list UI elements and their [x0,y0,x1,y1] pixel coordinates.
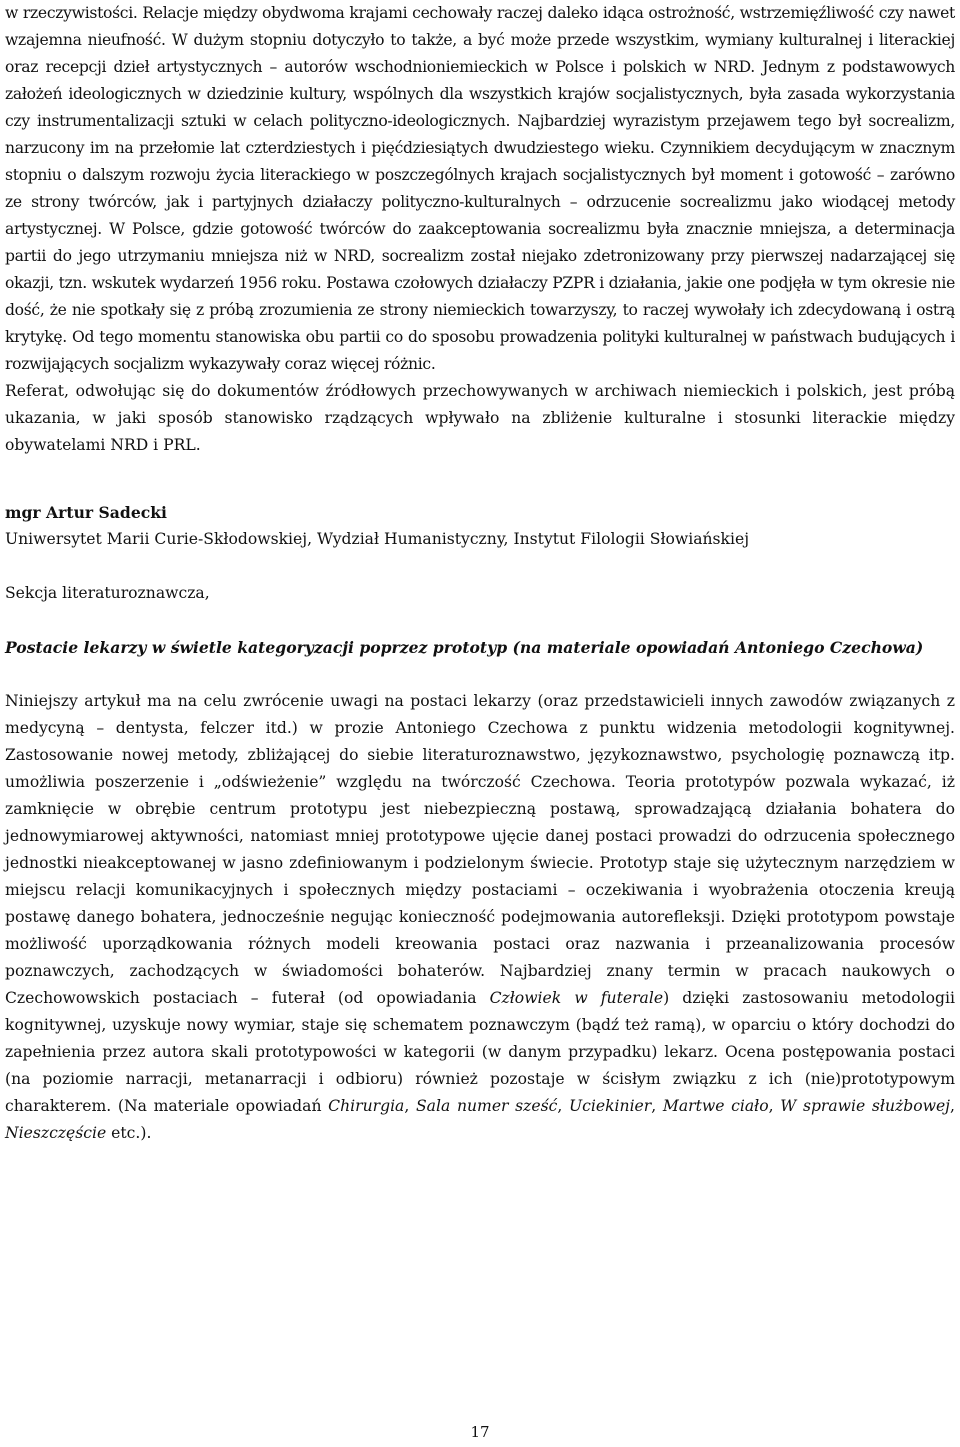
document-page [5,0,955,1147]
work-title: Sala numer sześć [416,1097,558,1115]
page-number: 17 [470,1423,490,1441]
abstract-part-1: Niniejszy artykuł ma na celu zwrócenie uwagi na postaci lekarzy (oraz przedstawicieli innych zawodów związanych z medycyną – dentysta, felczer itd.) w prozie Antoniego Czechowa z punktu widzenia metodologii kognitywnej. Zastosowanie nowej metody, zbliżającej do siebie literaturoznawstwo, językoznawstwo, psychologię poznawczą itp. umożliwia poszerzenie i „odświeżenie” względu na twórczość Czechowa. Teoria prototypów pozwala wykazać, iż zamknięcie w obrębie centrum prototypu jest niebezpieczną postawą, sprowadzającą działania bohatera do jednowymiarowej aktywności, natomiast mniej prototypowe ujęcie danej postaci prowadzi do odrzucenia społecznego jednostki nieakceptowanej w jasno zdefiniowanym i podzielonym świecie. Prototyp staje się użytecznym narzędziem w miejscu relacji komunikacyjnych i społecznych między postaciami – oczekiwania i wyobrażenia otoczenia kreują postawę danego bohatera, jednocześnie negując konieczność podejmowania autorefleksji. Dzięki prototypom powstaje możliwość uporządkowania różnych modeli kreowania postaci oraz nazwania i przeanalizowania procesów poznawczych, zachodzących w świadomości bohaterów. Najbardziej znany termin w pracach naukowych o Czechowowskich postaciach – futerał (od opowiadania [5,692,955,1007]
author-name: mgr Artur Sadecki [5,503,167,522]
abstract-part-2: ) dzięki zastosowaniu metodologii kognitywnej, uzyskuje nowy wymiar, staje się schematem poznawczym (bądź też ramą), w oparciu o który dochodzi do zapełnienia przez autora skali prototypowości w kategorii (w danym przypadku) lekarz. Ocena postępowania postaci (na poziomie narracji, metanarracji i odbioru) również pozostaje w ścisłym związku z ich (nie)prototypowym charakterem. (Na materiale opowiadań [5,989,955,1115]
work-title: Martwe ciało [662,1097,769,1115]
work-title: Człowiek w futerale [489,989,664,1007]
abstract-paragraph: Niniejszy artykuł ma na celu zwrócenie uwagi na postaci lekarzy (oraz przedstawicieli innych zawodów związanych z medycyną – dentysta, felczer itd.) w prozie Antoniego Czechowa z punktu widzenia metodologii kognitywnej. Zastosowanie nowej metody, zbliżającej do siebie literaturoznawstwo, językoznawstwo, psychologię poznawczą itp. umożliwia poszerzenie i „odświeżenie” względu na twórczość Czechowa. Teoria prototypów pozwala wykazać, iż zamknięcie w obrębie centrum prototypu jest niebezpieczną postawą, sprowadzającą działania bohatera do jednowymiarowej aktywności, natomiast mniej prototypowe ujęcie danej postaci prowadzi do odrzucenia społecznego jednostki nieakceptowanej w jasno zdefiniowanym i podzielonym świecie. Prototyp staje się użytecznym narzędziem w miejscu relacji komunikacyjnych i społecznych między postaciami – oczekiwania i wyobrażenia otoczenia kreują postawę danego bohatera, jednocześnie negując konieczność podejmowania autorefleksji. Dzięki prototypom powstaje możliwość uporządkowania różnych modeli kreowania postaci oraz nazwania i przeanalizowania procesów poznawczych, zachodzących w świadomości bohaterów. Najbardziej znany termin w pracach naukowych o Czechowowskich postaciach – futerał (od opowiadania Człowiek w futerale) dzięki zastosowaniu metodologii kognitywnej, uzyskuje nowy wymiar, staje się schematem poznawczym (bądź też ramą), w oparciu o który dochodzi do zapełnienia przez autora skali prototypowości w kategorii (w danym przypadku) lekarz. Ocena postępowania postaci (na poziomie narracji, metanarracji i odbioru) również pozostaje w ścisłym związku z ich (nie)prototypowym charakterem. (Na materiale opowiadań Chirurgia, Sala numer sześć, Uciekinier, Martwe ciało, W sprawie służbowej, Nieszczęście etc.). [5,692,955,1142]
work-title: Chirurgia [328,1097,405,1115]
work-title: Nieszczęście [5,1124,107,1142]
body-paragraph-2: Referat, odwołując się do dokumentów źródłowych przechowywanych w archiwach niemieckich i polskich, jest próbą ukazania, w jaki sposób stanowisko rządzących wpływało na zbliżenie kulturalne i stosunki literackie między obywatelami NRD i PRL. [5,382,955,454]
author-affiliation: Uniwersytet Marii Curie-Skłodowskiej, Wydział Humanistyczny, Instytut Filologii Słowiańskiej [5,530,750,548]
work-title: W sprawie służbowej [780,1097,951,1115]
paper-title: Postacie lekarzy w świetle kategoryzacji poprzez prototyp (na materiale opowiadań Antoniego Czechowa) [5,638,924,657]
body-paragraph-1: w rzeczywistości. Relacje między obydwoma krajami cechowały raczej daleko idąca ostrożność, wstrzemięźliwość czy nawet wzajemna nieufność. W dużym stopniu dotyczyło to także, a być może przede wszystkim, wymiany kulturalnej i literackiej oraz recepcji dzieł artystycznych – autorów wschodnioniemieckich w Polsce i polskich w NRD. Jednym z podstawowych założeń ideologicznych w dziedzinie kultury, wspólnych dla wszystkich krajów socjalistycznych, była zasada wykorzystania czy instrumentalizacji sztuki w celach polityczno-ideologicznych. Najbardziej wyrazistym przejawem tego był socrealizm, narzucony im na przełomie lat czterdziestych i pięćdziesiątych dwudziestego wieku. Czynnikiem decydującym w znacznym stopniu o dalszym rozwoju życia literackiego w poszczególnych krajach socjalistycznych był moment i gotowość – zarówno ze strony twórców, jak i partyjnych działaczy polityczno-kulturalnych – odrzucenie socrealizmu jako wiodącej metody artystycznej. W Polsce, gdzie gotowość twórców do zaakceptowania socrealizmu była znacznie mniejsza, a determinacja partii do jego utrzymaniu mniejsza niż w NRD, socrealizm został niejako zdetronizowany przy pierwszej nadarzającej się okazji, tzn. wskutek wydarzeń 1956 roku. Postawa czołowych działaczy PZPR i działania, jakie one podjęła w tym okresie nie dość, że nie spotkały się z próbą zrozumienia ze strony niemieckich towarzyszy, to raczej wywołały ich zdecydowaną i ostrą krytykę. Od tego momentu stanowiska obu partii co do sposobu prowadzenia polityki kulturalnej w państwach budujących i rozwijających socjalizm wykazywały coraz więcej różnic. [5,4,955,373]
work-title: Uciekinier [569,1097,652,1115]
section-label: Sekcja literaturoznawcza, [5,584,210,602]
